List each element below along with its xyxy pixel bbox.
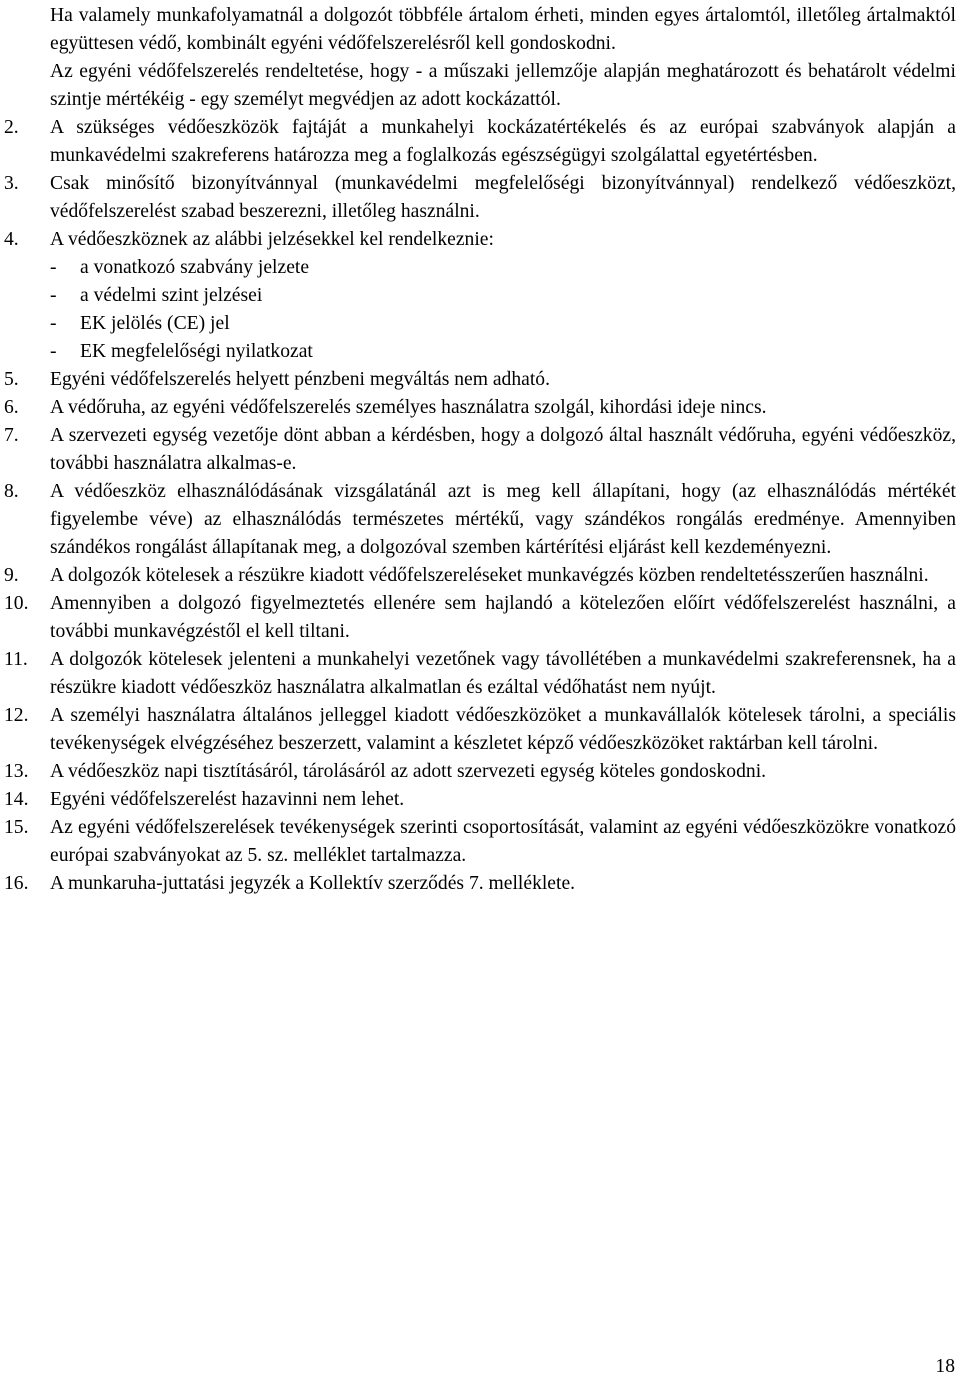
item-text: A dolgozók kötelesek a részükre kiadott védőfelszereléseket munkavégzés közben rendeltetésszerűen használni. [50,565,929,586]
list-item [4,590,956,646]
item-text: Egyéni védőfelszerelés helyett pénzbeni megváltás nem adható. [50,369,550,390]
list-item [4,562,956,590]
item-text: Amennyiben a dolgozó figyelmeztetés ellenére sem hajlandó a kötelezően előírt védőfelszerelést használni, a további munkavégzéstől el kell tiltani. [50,593,956,642]
marking-text: a védelmi szint jelzései [80,285,263,306]
item-text: A szükséges védőeszközök fajtáját a munkahelyi kockázatértékelés és az európai szabványok alapján a munkavédelmi szakreferens határozza meg a foglalkozás egészségügyi szolgálattal egyetértésben. [50,117,956,166]
marking-text: EK jelölés (CE) jel [80,313,230,334]
item-number: 13. [4,761,29,782]
item-number: 4. [4,229,19,250]
list-item [4,366,956,394]
item-number: 6. [4,397,19,418]
list-item [4,786,956,814]
list-item [4,114,956,170]
item-number: 12. [4,705,29,726]
item-text: A védőeszköznek az alábbi jelzésekkel kel rendelkeznie: [50,229,494,250]
list-item [4,478,956,562]
intro-paragraph-1: Ha valamely munkafolyamatnál a dolgozót többféle ártalom érheti, minden egyes ártalomtól, illetőleg ártalmaktól együttesen védő, kombinált egyéni védőfelszerelésről kell gondoskodni. [50,5,956,54]
bullet-dash: - [50,313,57,334]
list-item [4,702,956,758]
list-item [4,814,956,870]
item-number: 14. [4,789,29,810]
item-number: 16. [4,873,29,894]
list-item [4,394,956,422]
document-body [4,2,956,898]
list-item [4,170,956,226]
item-number: 8. [4,481,19,502]
item-number: 15. [4,817,29,838]
list-item [4,646,956,702]
item-number: 9. [4,565,19,586]
item-text: Csak minősítő bizonyítvánnyal (munkavédelmi megfelelőségi bizonyítvánnyal) rendelkező védőeszközt, védőfelszerelést szabad beszerezni, illetőleg használni. [50,173,956,222]
marking-item [50,282,956,310]
item-number: 11. [4,649,28,670]
item-text: A védőruha, az egyéni védőfelszerelés személyes használatra szolgál, kihordási ideje nincs. [50,397,767,418]
list-item [4,422,956,478]
list-item [4,870,956,898]
item-number: 7. [4,425,19,446]
intro-paragraph-2: Az egyéni védőfelszerelés rendeltetése, hogy - a műszaki jellemzője alapján meghatározott és behatárolt védelmi szintje mértékéig - egy személyt megvédjen az adott kockázattól. [50,61,956,110]
item-text: A dolgozók kötelesek jelenteni a munkahelyi vezetőnek vagy távollétében a munkavédelmi szakreferensnek, ha a részükre kiadott védőeszköz használatra alkalmatlan és ezáltal védőhatást nem nyújt. [50,649,956,698]
list-item [4,758,956,786]
bullet-dash: - [50,341,57,362]
item-text: A védőeszköz elhasználódásának vizsgálatánál azt is meg kell állapítani, hogy (az elhasználódás mértékét figyelembe véve) az elhasználódás természetes mértékű, vagy szándékos rongálás eredménye. Amennyiben szándékos rongálást állapítanak meg, a dolgozóval szemben kártérítési eljárást kell kezdeményezni. [50,481,956,558]
markings-list [50,254,956,366]
list-item [4,226,956,366]
item-number: 2. [4,117,19,138]
item-body [50,226,956,366]
marking-item [50,254,956,282]
item-text: A védőeszköz napi tisztításáról, tárolásáról az adott szervezeti egység köteles gondoskodni. [50,761,767,782]
item-text: Az egyéni védőfelszerelések tevékenységek szerinti csoportosítását, valamint az egyéni védőeszközökre vonatkozó európai szabványokat az 5. sz. melléklet tartalmazza. [50,817,956,866]
item-text: A szervezeti egység vezetője dönt abban a kérdésben, hogy a dolgozó által használt védőruha, egyéni védőeszköz, további használatra alkalmas-e. [50,425,956,474]
page-number: 18 [935,1356,955,1377]
bullet-dash: - [50,257,57,278]
bullet-dash: - [50,285,57,306]
item-number: 3. [4,173,19,194]
item-text: A munkaruha-juttatási jegyzék a Kollektív szerződés 7. melléklete. [50,873,576,894]
item-number: 10. [4,593,29,614]
marking-item [50,310,956,338]
marking-item [50,338,956,366]
marking-text: a vonatkozó szabvány jelzete [80,257,310,278]
marking-text: EK megfelelőségi nyilatkozat [80,341,313,362]
item-number: 5. [4,369,19,390]
item-text: A személyi használatra általános jelleggel kiadott védőeszközöket a munkavállalók kötelesek tárolni, a speciális tevékenységek elvégzéséhez beszerzett, valamint a készletet képző védőeszközöket raktárban kell tárolni. [50,705,956,754]
item-text: Egyéni védőfelszerelést hazavinni nem lehet. [50,789,405,810]
